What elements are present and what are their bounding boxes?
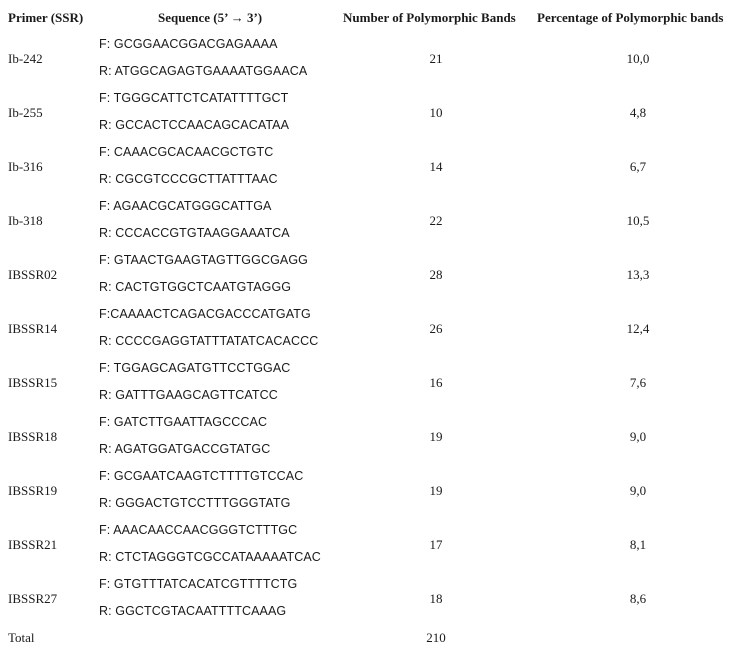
primer-name: Ib-242 [8, 51, 43, 66]
polymorphic-bands-count: 10 [429, 105, 443, 120]
polymorphic-bands-count: 14 [429, 159, 443, 174]
reverse-sequence: R: GGCTCGTACAATTTTCAAAG [99, 604, 287, 618]
polymorphic-bands-percent: 10,0 [626, 51, 650, 66]
total-polymorphic-bands: 210 [426, 630, 446, 645]
table-row [0, 518, 748, 572]
table-row [0, 86, 748, 140]
polymorphic-bands-count: 22 [429, 213, 443, 228]
reverse-sequence: R: CACTGTGGCTCAATGTAGGG [99, 280, 292, 294]
table-row [0, 572, 748, 626]
reverse-sequence: R: GATTTGAAGCAGTTCATCC [99, 388, 278, 402]
table-row [0, 410, 748, 464]
forward-sequence: F: CAAACGCACAACGCTGTC [99, 145, 274, 159]
polymorphic-bands-percent: 8,6 [629, 591, 647, 606]
total-row [0, 630, 748, 650]
polymorphic-bands-count: 26 [429, 321, 443, 336]
table-row [0, 356, 748, 410]
forward-sequence: F: GCGAATCAAGTCTTTTGTCCAC [99, 469, 304, 483]
primer-name: IBSSR27 [8, 591, 58, 606]
total-label: Total [8, 630, 35, 645]
polymorphic-bands-percent: 6,7 [629, 159, 647, 174]
primer-name: Ib-318 [8, 213, 43, 228]
polymorphic-bands-percent: 8,1 [629, 537, 647, 552]
polymorphic-bands-count: 17 [429, 537, 443, 552]
polymorphic-bands-count: 19 [429, 429, 443, 444]
table-row [0, 248, 748, 302]
polymorphic-bands-count: 21 [429, 51, 443, 66]
reverse-sequence: R: CCCCGAGGTATTTATATCACACCC [99, 334, 319, 348]
polymorphic-bands-percent: 4,8 [629, 105, 647, 120]
forward-sequence: F: GCGGAACGGACGAGAAAA [99, 37, 278, 51]
polymorphic-bands-count: 28 [429, 267, 443, 282]
reverse-sequence: R: CGCGTCCCGCTTATTTAAC [99, 172, 278, 186]
table-row [0, 32, 748, 86]
primer-name: IBSSR19 [8, 483, 58, 498]
primer-name: IBSSR18 [8, 429, 58, 444]
reverse-sequence: R: ATGGCAGAGTGAAAATGGAACA [99, 64, 308, 78]
polymorphic-bands-count: 16 [429, 375, 443, 390]
header-sequence: Sequence (5’ → 3’) [158, 10, 263, 25]
forward-sequence: F: GTGTTTATCACATCGTTTTCTG [99, 577, 298, 591]
reverse-sequence: R: CCCACCGTGTAAGGAAATCA [99, 226, 290, 240]
forward-sequence: F:CAAAACTCAGACGACCCATGATG [99, 307, 311, 321]
header-number-of-polymorphic-bands: Number of Polymorphic Bands [343, 10, 516, 25]
reverse-sequence: R: GGGACTGTCCTTTGGGTATG [99, 496, 291, 510]
forward-sequence: F: TGGGCATTCTCATATTTTGCT [99, 91, 289, 105]
reverse-sequence: R: AGATGGATGACCGTATGC [99, 442, 271, 456]
primer-name: Ib-255 [8, 105, 43, 120]
reverse-sequence: R: CTCTAGGGTCGCCATAAAAATCAC [99, 550, 321, 564]
table-row [0, 464, 748, 518]
polymorphic-bands-percent: 12,4 [626, 321, 650, 336]
forward-sequence: F: TGGAGCAGATGTTCCTGGAC [99, 361, 291, 375]
primer-name: Ib-316 [8, 159, 43, 174]
polymorphic-bands-percent: 9,0 [629, 429, 647, 444]
forward-sequence: F: AGAACGCATGGGCATTGA [99, 199, 272, 213]
table-row [0, 140, 748, 194]
polymorphic-bands-percent: 9,0 [629, 483, 647, 498]
forward-sequence: F: GTAACTGAAGTAGTTGGCGAGG [99, 253, 308, 267]
polymorphic-bands-count: 18 [429, 591, 443, 606]
primer-name: IBSSR14 [8, 321, 58, 336]
polymorphic-bands-count: 19 [429, 483, 443, 498]
primer-name: IBSSR21 [8, 537, 58, 552]
table-row [0, 302, 748, 356]
polymorphic-bands-percent: 10,5 [626, 213, 650, 228]
polymorphic-bands-percent: 7,6 [629, 375, 647, 390]
forward-sequence: F: AAACAACCAACGGGTCTTTGC [99, 523, 298, 537]
primer-name: IBSSR15 [8, 375, 58, 390]
polymorphic-bands-percent: 13,3 [626, 267, 650, 282]
forward-sequence: F: GATCTTGAATTAGCCCAC [99, 415, 268, 429]
primer-name: IBSSR02 [8, 267, 58, 282]
table-body [0, 32, 748, 626]
header-primer: Primer (SSR) [8, 10, 84, 25]
header-percentage-of-polymorphic-bands: Percentage of Polymorphic bands [537, 10, 724, 25]
table-row [0, 194, 748, 248]
reverse-sequence: R: GCCACTCCAACAGCACATAA [99, 118, 290, 132]
